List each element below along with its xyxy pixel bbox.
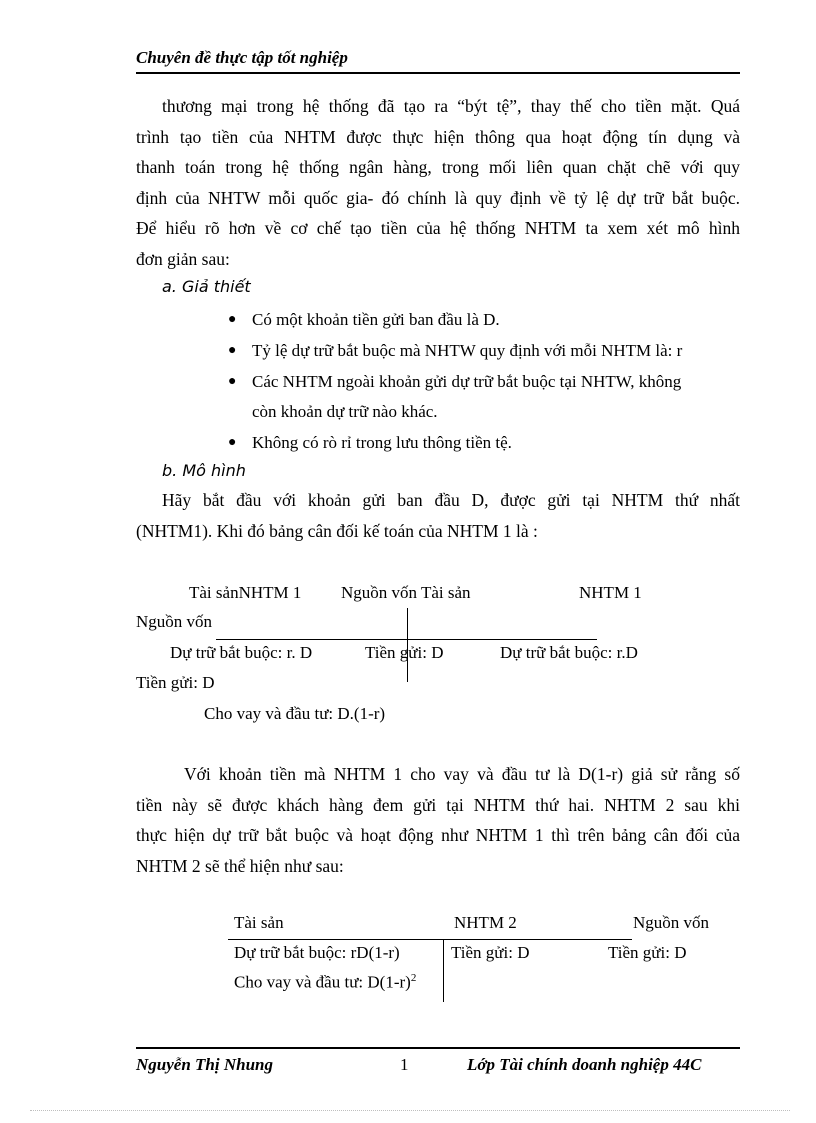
- table1-header-bank: NHTM 1: [579, 583, 642, 602]
- bullet-icon: ●: [228, 343, 237, 358]
- table2-reserve: Dự trữ bắt buộc: rD(1-r): [234, 943, 400, 962]
- table2-deposit-a: Tiền gửi: D: [451, 943, 530, 962]
- paragraph-line: trình tạo tiền của NHTM được thực hiện thông qua hoạt động tín dụng và: [136, 126, 740, 147]
- footer-class: Lớp Tài chính doanh nghiệp 44C: [467, 1055, 702, 1074]
- paragraph-2: [136, 759, 740, 881]
- paragraph-line: (NHTM1). Khi đó bảng cân đối kế toán của NHTM 1 là :: [136, 520, 538, 541]
- table2-loans: Cho vay và đầu tư: $D(1-r)^2$: [234, 972, 417, 992]
- table1-loans: Cho vay và đầu tư: D.(1-r): [204, 704, 386, 723]
- table2-header-assets: Tài sản: [234, 913, 284, 932]
- section-b-paragraph: [136, 485, 740, 546]
- table1-deposit-1: Tiền gửi: D: [365, 643, 444, 662]
- paragraph-line: Với khoản tiền mà NHTM 1 cho vay và đầu tư là D(1-r) giả sử rằng số: [184, 764, 740, 784]
- paragraph-line: Hãy bắt đầu với khoản gửi ban đầu D, được gửi tại NHTM thứ nhất: [162, 490, 740, 510]
- table2-deposit-b: Tiền gửi: D: [608, 943, 687, 962]
- table1-header-sources: Nguồn vốn: [136, 612, 213, 631]
- footer-page-number: 1: [400, 1055, 409, 1074]
- table2-header-sources: Nguồn vốn: [633, 913, 710, 932]
- document-header-title: Chuyên đề thực tập tốt nghiệp: [136, 48, 348, 67]
- paragraph-line: Để hiểu rõ hơn về cơ chế tạo tiền của hệ thống NHTM ta xem xét mô hình: [136, 218, 740, 238]
- bullet-icon: ●: [228, 435, 237, 450]
- paragraph-line: thanh toán trong hệ thống ngân hàng, trong mối liên quan chặt chẽ với quy: [136, 157, 740, 177]
- paragraph-line: tiền này sẽ được khách hàng đem gửi tại NHTM thứ hai. NHTM 2 sau khi: [136, 794, 740, 815]
- header-rule: [136, 72, 740, 74]
- table1-reserve-2: Dự trữ bắt buộc: r.D: [500, 643, 638, 662]
- intro-paragraph: [136, 91, 740, 274]
- table2-divider: [443, 940, 444, 1002]
- paragraph-line: NHTM 2 sẽ thể hiện như sau:: [136, 855, 344, 876]
- table2-rule: [228, 939, 632, 940]
- section-a-title: a. Giả thiết: [162, 277, 251, 296]
- paragraph-line: thực hiện dự trữ bắt buộc và hoạt động như NHTM 1 thì trên bảng cân đối của: [136, 825, 740, 845]
- paragraph-line: thương mại trong hệ thống đã tạo ra “být tệ”, thay thế cho tiền mặt. Quá: [162, 96, 740, 116]
- paragraph-line: định của NHTW mỗi quốc gia- đó chính là quy định về tỷ lệ dự trữ bắt buộc.: [136, 187, 740, 208]
- table2-header-bank: NHTM 2: [454, 913, 517, 932]
- section-b-title: b. Mô hình: [162, 461, 246, 480]
- footer-author: Nguyễn Thị Nhung: [136, 1055, 273, 1074]
- bullet-icon: ●: [228, 374, 237, 389]
- table2-loans-exponent: 2: [410, 972, 417, 984]
- table1-header-assets-bank: Tài sảnNHTM 1: [189, 583, 302, 602]
- table1-deposit-2: Tiền gửi: D: [136, 673, 215, 692]
- page-edge-dots: [30, 1110, 790, 1111]
- paragraph-line: đơn giản sau:: [136, 248, 230, 269]
- table1-reserve-1: Dự trữ bắt buộc: r. D: [170, 643, 313, 662]
- footer-rule: [136, 1047, 740, 1049]
- table1-header-sources-assets: Nguồn vốn Tài sản: [341, 583, 471, 602]
- bullet-icon: ●: [228, 312, 237, 327]
